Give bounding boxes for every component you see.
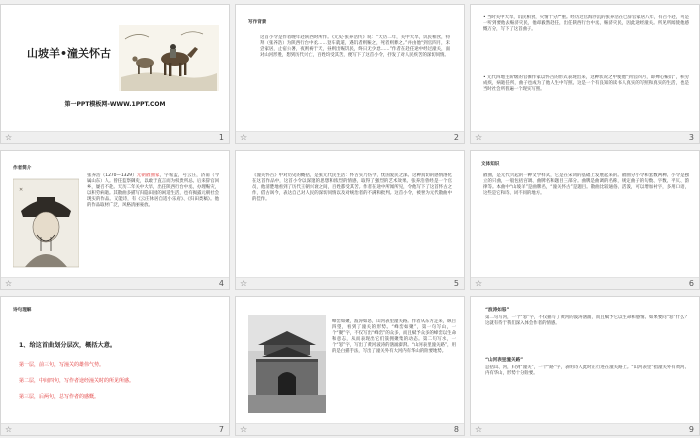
slide-thumbnail-7[interactable]	[0, 296, 230, 436]
slide-number: 1	[218, 133, 224, 142]
answer-item-3: 第三层，后两句，总写作者的感慨。	[19, 394, 100, 400]
slide-footer	[1, 277, 229, 289]
slide-footer	[1, 131, 229, 143]
slide-number: 8	[453, 425, 459, 434]
slide-thumbnail-2[interactable]	[235, 4, 465, 144]
slide-number: 6	[688, 279, 694, 288]
slide-body-text-2: 总括山、河，归到“潼关”，一个“路”字，表明诗人此时正行进在潼关路上。“山河表里”指潼关外有黄河、内有华山，形势十分险要。	[485, 365, 689, 377]
slide-tag: 文体知识	[481, 162, 500, 167]
animation-star-icon: ☆	[475, 133, 483, 142]
question-heading: 1、给这首曲划分层次，概括大意。	[19, 342, 117, 349]
slide-subheading-2: “山河表里潼关路”	[485, 358, 524, 363]
slide-bullet-2: • 元代四地主阶级的官僚作家以怀古的形式表现出来，这种状况之中使他“到官四月，即殚心赈饥”，积劳成疾，病逝任所，曲子也成为了他人生中写照。这是一个有良知的读书人真实的写照和真实的生活，也是当时社会所普遍一个现实写照。	[483, 75, 689, 93]
horse-rider-illustration	[119, 25, 219, 91]
slide-tag: 写作背景	[248, 20, 267, 25]
slide-footer	[236, 423, 464, 435]
slide-tag: 诗句理解	[13, 308, 32, 313]
slide-thumbnail-9[interactable]	[470, 296, 700, 436]
slide-thumbnail-5[interactable]	[235, 150, 465, 290]
slide-number: 5	[453, 279, 459, 288]
slide-number: 2	[453, 133, 459, 142]
slide-subheading-1: “波涛如怒”	[485, 308, 510, 313]
answer-item-2: 第二层，中间四句，写作者途经潼关时的所见所感。	[19, 378, 135, 384]
animation-star-icon: ☆	[240, 133, 248, 142]
slide-footer	[1, 423, 229, 435]
slide-number: 9	[688, 425, 694, 434]
slide-footer	[236, 277, 464, 289]
author-portrait-image	[13, 171, 79, 269]
slide-footer	[471, 131, 699, 143]
slide-thumbnail-3[interactable]	[470, 4, 700, 144]
slide-footer	[471, 277, 699, 289]
slide-body-text: 散曲，是元代兴起的一种文学样式，它是在宋词的基础上发展起来的。散曲分小令和套数两种。小令是独立的只曲，一般包括宫调、曲牌名和题目三部分。曲牌是曲调的名称，规定曲子的句数、字数、平仄、韵律等。本曲中“山坡羊”是曲牌名，“潼关怀古”是题目。散曲比较通俗、活泼，可以增加衬字，多用口语，这些是它和诗、词不同的地方。	[483, 173, 689, 197]
svg-text:✕: ✕	[19, 187, 24, 193]
author-bio-text: 张养浩（1270—1329）元朝散曲家，字希孟，号云庄，济南（今属山东）人。曾任监察御史，以敢于直言而为权贵所忌。后来辞官回乡，屡召不赴。天历二年关中大旱，出任陕西行台中丞，办理赈灾，以积劳病逝。其散曲多描写归隐田园的闲适生活，也有揭露元朝社会现实的作品。又能诗，有《云庄休居自适小乐府》、《归田类稿》。他的作品取材广泛，风格清丽豪放。	[87, 173, 219, 209]
animation-star-icon: ☆	[475, 425, 483, 434]
slide-body-text: 峰峦如聚，波涛如怒，山河表里潼关路。作者从东方走来，纵目四望，看到了潼关的形势。“峰峦如聚”，第一句写山，一个“聚”字，不仅写出“峰峦”的众多，而且赋予众多的峰峦以生命和意志，从而表现出它们簇拥聚集的动态。第二句写水，一个“怒”字，写出了黄河波涛的汹涌澎湃。“山河表里潼关路”，用的是白描手法，写出了潼关外有大河内有华山的险要地势。	[332, 319, 456, 355]
tongguan-gate-photo	[248, 315, 326, 413]
slide-footer	[236, 131, 464, 143]
animation-star-icon: ☆	[240, 279, 248, 288]
slide-tag: 作者简介	[13, 166, 32, 171]
animation-star-icon: ☆	[5, 133, 13, 142]
slide-bullet-1: • 当时关中大旱，饥民相食，灾情十分严重。经历过官海浮沉的张养浩在已辞官家居八年，有召不赴，可是一听到要他去赈济灾民，他却毅然赴任，出任陕西行台中丞，赈济灾民，因此途经潼关。所见所闻使他感慨万分，写下了这首曲子。	[483, 15, 689, 33]
slide-body-text-1: 第二句写河，一个“怒”字，不仅描写了黄河的波涛汹涌，而且赋予它以生命和感情。如果要问“怒”什么？这就有待于我们深入体会作者的情感。	[485, 315, 689, 327]
slide-title: 山坡羊•潼关怀古	[26, 47, 112, 60]
slide-thumbnail-6[interactable]	[470, 150, 700, 290]
slide-body-text: 这首小令是作者晚年赴陕西时所作。《元史·张养浩传》说：“天历二年，关中大旱，饥民相食，特拜（张养浩）为陕西行台中丞……登车就道，遇饥者则赈之，死者则葬之。”并由他“到官四月，未尝家居，止宿公署，夜则祷于天，昼则出赈饥民，终日无少怠……”作者在赴任途中经过潼关，面对山河形胜，想到历代兴亡，百姓均受其苦，便写下了这首小令，抒发了对人民疾苦的深切同情。	[260, 35, 450, 59]
slide-thumbnail-8[interactable]	[235, 296, 465, 436]
slide-subtitle: 第一PPT模板网-WWW.1PPT.COM	[64, 101, 166, 108]
animation-star-icon: ☆	[5, 279, 13, 288]
slide-thumbnail-1[interactable]	[0, 4, 230, 144]
slide-number: 7	[218, 425, 224, 434]
slide-number: 3	[688, 133, 694, 142]
slide-footer	[471, 423, 699, 435]
animation-star-icon: ☆	[5, 425, 13, 434]
answer-item-1: 第一层，前三句，写潼关的雄伟气势。	[19, 362, 105, 368]
slide-body-text: 《潼关怀古》中对历史的概括，是张元代民生活：怀古实乃伤今，忧国爱民之深。这种真切的感情溶化在这首作品中，这首小令以深邃的思想和浓烈的情感，取得了强烈的艺术效果。张养浩曾经是一个官员，他清楚地看到了历代王朝兴衰之间，百姓都受其苦。作者在途中所闻所见，令他写下了这首怀古之作，借古讽今，表达自己对人民的深切同情以及对统治者的不满和批判。这首小令，被誉为元代散曲中的佳作。	[252, 173, 452, 203]
animation-star-icon: ☆	[240, 425, 248, 434]
slide-thumbnail-4[interactable]	[0, 150, 230, 290]
slide-number: 4	[218, 279, 224, 288]
animation-star-icon: ☆	[475, 279, 483, 288]
